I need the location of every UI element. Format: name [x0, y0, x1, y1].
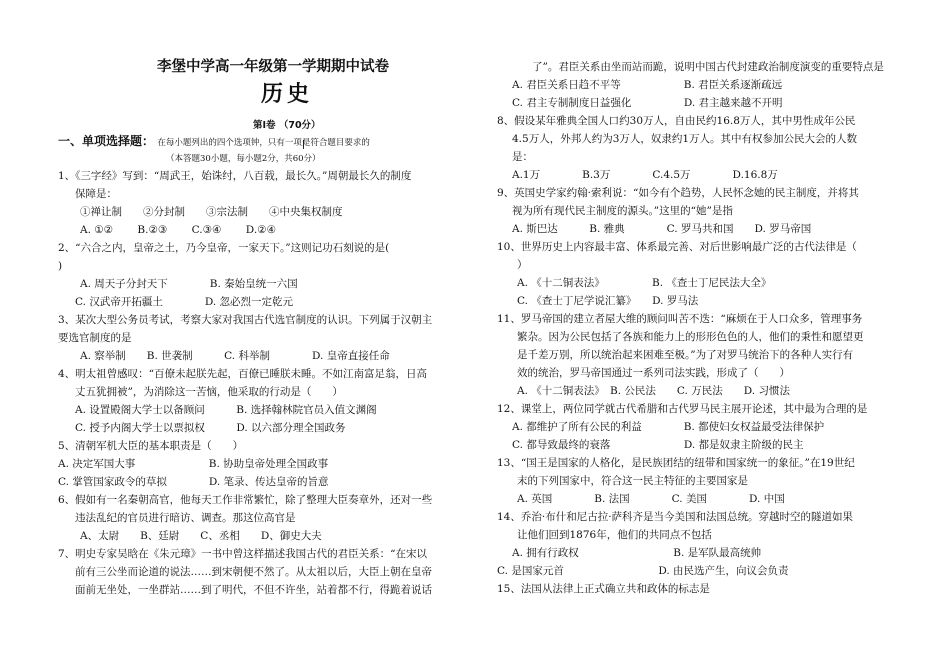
option-line: C. 君主专制制度日益强化 D. 君主越来越不开明: [512, 97, 783, 109]
question-line: 末的下列国家中，符合这一民主特征的主要国家是: [517, 475, 748, 487]
question-line: 11、罗马帝国的建立者屋大维的顾问叫苦不迭：“麻烦在于人口众多，管理事务: [497, 313, 863, 325]
question-line: 要选官制度的是: [58, 332, 132, 344]
question-line: 6、假如有一名秦朝高官，他每天工作非常繁忙，除了整理大臣奏章外，还对一些: [58, 494, 433, 506]
option-line: A. ①② B.②③ C.③④ D.②④: [80, 224, 277, 236]
question-line: 14、乔治·布什和尼古拉·萨科齐是当今美国和法国总统。穿越时空的隧道如果: [497, 511, 854, 523]
option-line: A. 周天子分封天下 B. 秦始皇统一六国: [80, 278, 298, 290]
question-line: ): [58, 260, 63, 272]
question-line: 3、某次大型公务员考试，考察大家对我国古代选官制度的认识。下列属于汉朝主: [58, 314, 433, 326]
option-line: A. 斯巴达 B. 雅典 C. 罗马共和国 D. 罗马帝国: [512, 223, 812, 235]
option-line: C. 都导致最终的衰落 D. 都是奴隶主阶级的民主: [512, 439, 804, 451]
question-line: 2、“六合之内，皇帝之土，乃今皇帝，一家天下。”这则记功石刻说的是(: [58, 242, 390, 254]
question-line: 12、课堂上，两位同学就古代希腊和古代罗马民主展开论述，其中最为合理的是: [497, 403, 868, 415]
option-line: C. 是国家元首 D. 由民选产生，向议会负责: [497, 565, 789, 577]
school-title: 李堡中学高一年级第一学期期中试卷: [157, 59, 389, 75]
option-line: ①禅让制 ②分封制 ③宗法制 ④中央集权制度: [80, 206, 343, 218]
option-line: A、太尉 B、廷尉 C、丞相 D、御史大夫: [80, 530, 322, 542]
option-line: A. 英国 B. 法国 C. 美国 D. 中国: [517, 493, 785, 505]
option-line: A. 《十二铜表法》 B. 公民法 C. 万民法 D. 习惯法: [517, 385, 790, 397]
question-line: 效的统治，罗马帝国通过一系列司法实践，形成了（ ）: [517, 367, 790, 379]
option-line: A. 《十二铜表法》 B. 《查士丁尼民法大全》: [517, 277, 772, 289]
question-line: 15、法国从法律上正式确立共和政体的标志是: [497, 583, 710, 595]
question-line: 了”。君臣关系由坐而站而跪，说明中国古代封建政治制度演变的重要特点是: [532, 61, 884, 73]
section-note: （本答题30小题，每小题2分，共60分）: [166, 154, 321, 164]
option-line: C. 《查士丁尼学说汇纂》 D. 罗马法: [517, 295, 699, 307]
margin-mark: [303, 140, 304, 149]
question-line: 繁杂。因为公民包括了各族和能力上的形形色色的人，他们的秉性和愿望更: [517, 331, 864, 343]
option-line: A. 察举制 B. 世袭制 C. 科举制 D. 皇帝直接任命: [80, 350, 390, 362]
option-line: A.1万 B.3万 C.4.5万 D.16.8万: [512, 169, 778, 181]
question-line: 4.5万人，外邦人约为3万人，奴隶约1万人。其中有权参加公民大会的人数: [512, 133, 858, 145]
question-line: 丈五犹拥被”，为消除这一苦恼，他采取的行动是（ ）: [75, 386, 343, 398]
question-line: 1、《三字经》写到：“周武王，始诛纣，八百载，最长久。”周朝最长久的制度: [58, 170, 412, 182]
subject-title: 历史: [261, 82, 314, 107]
option-line: A. 都维护了所有公民的利益 B. 都使妇女权益最受法律保护: [512, 421, 825, 433]
question-line: 10、世界历史上内容最丰富、体系最完善、对后世影响最广泛的古代法律是（: [497, 241, 857, 253]
question-line: 违法乱纪的官员进行暗访、调查。那这位高官是: [75, 512, 296, 524]
option-line: A. 拥有行政权 B. 是军队最高统帅: [512, 547, 762, 559]
question-line: 视为所有现代民主制度的源头。”这里的“她”是指: [512, 205, 733, 217]
volume-label: 第Ⅰ卷 （70分）: [253, 120, 321, 131]
option-line: C. 授予内阁大学士以票拟权 D. 以六部分理全国政务: [75, 422, 346, 434]
question-line: 13、“国王是国家的人格化，是民族团结的纽带和国家统一的象征。”在19世纪: [497, 457, 855, 469]
option-line: C. 掌管国家政令的草拟 D. 笔录、传达皇帝的旨意: [58, 476, 329, 488]
option-line: C. 汉武帝开拓疆土 D. 忽必烈一定乾元: [75, 296, 294, 308]
question-line: 保障是：: [75, 188, 117, 200]
section-title: 一、单项选择题：: [58, 134, 155, 148]
question-line: 是：: [512, 151, 533, 163]
question-line: 9、英国史学家约翰·索利说：“如今有个趋势，人民怀念她的民主制度，并将其: [497, 187, 859, 199]
question-line: 4、明太祖曾感叹：“百僚未起朕先起，百僚已睡朕未睡。不如江南富足翁，日高: [58, 368, 428, 380]
question-line: 面前无坐处，一坐群站……到了明代，不但不许坐，站着都不行，得跪着说话: [75, 584, 432, 596]
option-line: A. 君臣关系日趋不平等 B. 君臣关系逐渐疏远: [512, 79, 783, 91]
option-line: A. 决定军国大事 B. 协助皇帝处理全国政事: [58, 458, 329, 470]
question-line: 7、明史专家吴晗在《朱元璋》一书中曾这样描述我国古代的君臣关系：“在宋以: [58, 548, 428, 560]
section-instructions: 在每小题列出的四个选项钟，只有一项是符合题目要求的: [157, 138, 370, 148]
question-line: 是千差万别，所以统治起来困难至极。”为了对罗马统治下的各种人实行有: [517, 349, 854, 361]
question-line: 让他们回到1876年，他们的共同点不包括: [517, 529, 712, 541]
question-line: ）: [517, 259, 528, 271]
question-line: 8、假设某年雅典全国人口约30万人，自由民约16.8万人，其中男性成年公民: [497, 115, 856, 127]
option-line: A. 设置殿阁大学士以备顾问 B. 选择翰林院官员入值文渊阁: [75, 404, 377, 416]
question-line: 前有三公坐而论道的说法……到宋朝便不然了。从太祖以后，大臣上朝在皇帝: [75, 566, 432, 578]
question-line: 5、清朝军机大臣的基本职责是（ ）: [58, 440, 244, 452]
